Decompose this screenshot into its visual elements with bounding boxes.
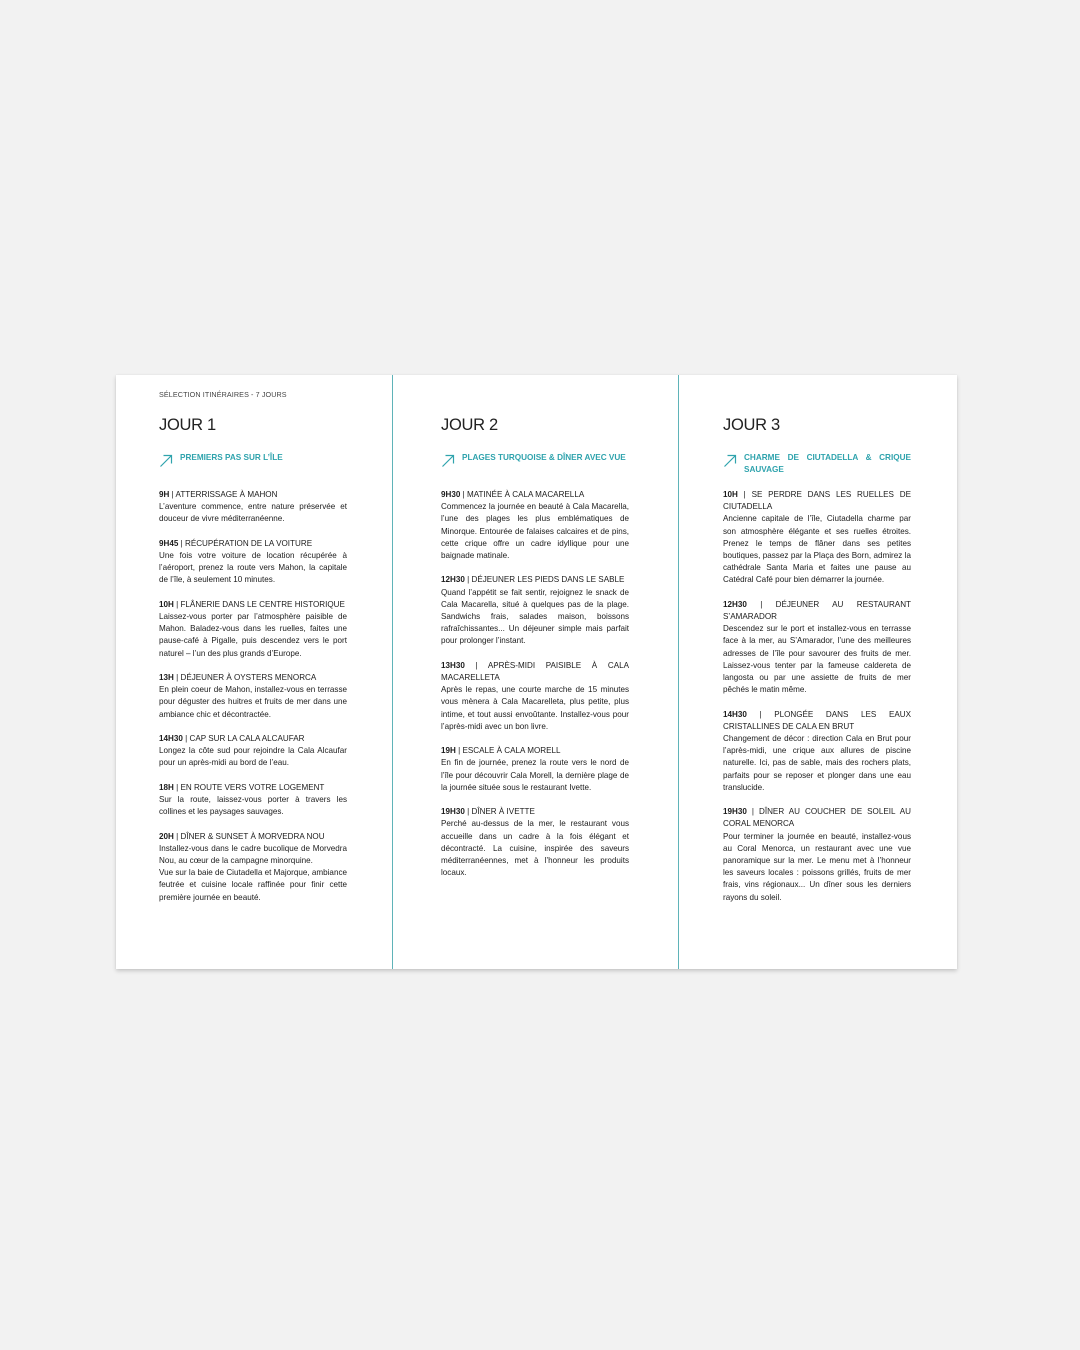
entry-title: ATTERRISSAGE À MAHON bbox=[175, 490, 278, 499]
entry-text: Descendez sur le port et installez-vous en terrasse face à la mer, au S’Amarador, l’une des meilleures adresses de l’île pour savourer des fruits de mer. Laissez-vous tenter par la fameuse caldereta de langosta ou par une assiette de fruits de mer pêchés le matin même. bbox=[723, 624, 911, 695]
entry-title: ESCALE À CALA MORELL bbox=[462, 746, 561, 756]
arrow-up-right-icon bbox=[159, 454, 173, 468]
entry-time: 9H bbox=[159, 490, 170, 499]
entry-time: 12H30 bbox=[441, 575, 465, 585]
entry-title: DÉJEUNER LES PIEDS DANS LE SABLE bbox=[471, 575, 625, 585]
schedule-entry: 9H30 | MATINÉE À CALA MACARELLA Commencez la journée en beauté à Cala Macarella, l’une des plages les plus emblématiques de Minorque. Entourée de falaises calcaires et de pins, cette crique offre un cadre idyllique pour une baignade matinale. bbox=[441, 489, 629, 562]
day-theme bbox=[441, 452, 629, 464]
entry-text: Après le repas, une courte marche de 15 minutes vous mènera à Cala Macarelleta, plus petite, plus intime, et tout aussi envoûtante. Installez-vous pour l’après-midi avec un bon livre. bbox=[441, 685, 629, 731]
entry-text: L’aventure commence, entre nature préservée et douceur de vivre méditerranéenne. bbox=[159, 502, 347, 524]
schedule-entry: 20H | DÎNER & SUNSET À MORVEDRA NOU Installez-vous dans le cadre bucolique de Morvedra Nou, au cœur de la campagne minorquine. Vue sur la baie de Ciutadella et Majorque, ambiance feutrée et cuisine locale raffinée pour finir cette première journée en beauté. bbox=[159, 831, 347, 904]
schedule-entry: 12H30 | DÉJEUNER LES PIEDS DANS LE SABLE Quand l’appétit se fait sentir, rejoignez le snack de Cala Macarella, situé à quelques pas de la plage. Sandwichs frais, salades maison, boissons rafraîchissantes... Un déjeuner simple mais parfait pour prolonger l’instant. bbox=[441, 574, 629, 647]
entry-title: APRÈS-MIDI PAISIBLE À CALA MACARELLETA bbox=[441, 660, 629, 683]
entry-text-continued: Vue sur la baie de Ciutadella et Majorque, ambiance feutrée et cuisine locale raffinée pour finir cette première journée en beauté. bbox=[159, 868, 347, 902]
entry-title: DÎNER & SUNSET À MORVEDRA NOU bbox=[180, 831, 325, 841]
column-divider bbox=[678, 375, 679, 969]
entry-time: 9H45 bbox=[159, 538, 179, 548]
entry-text: Longez la côte sud pour rejoindre la Cala Alcaufar pour un après-midi au bord de l’eau. bbox=[159, 746, 347, 768]
schedule-entry: 14H30 | CAP SUR LA CALA ALCAUFAR Longez la côte sud pour rejoindre la Cala Alcaufar pour un après-midi au bord de l’eau. bbox=[159, 733, 347, 770]
entry-time: 20H bbox=[159, 831, 174, 841]
schedule-entry: 13H30 | APRÈS-MIDI PAISIBLE À CALA MACARELLETA Après le repas, une courte marche de 15 minutes vous mènera à Cala Macarelleta, plus petite, plus intime, et tout aussi envoûtante. Installez-vous pour l’après-midi avec un bon livre. bbox=[441, 660, 629, 733]
day-title: JOUR 3 bbox=[723, 416, 780, 434]
arrow-up-right-icon bbox=[723, 454, 737, 468]
entry-title: RÉCUPÉRATION DE LA VOITURE bbox=[184, 538, 313, 548]
column-divider bbox=[392, 375, 393, 969]
entry-text: En fin de journée, prenez la route vers le nord de l’île pour découvrir Cala Morell, la dernière plage de la journée située sous le restaurant Ivette. bbox=[441, 758, 629, 792]
schedule-entry: 10H | SE PERDRE DANS LES RUELLES DE CIUTADELLA Ancienne capitale de l’île, Ciutadella charme par son atmosphère élégante et ses ruelles étroites. Prenez le temps de flâner dans ses petites boutiques, passez par la Plaça des Born, admirez la cathédrale Santa Maria et faites une pause au Catédral Café pour bien démarrer la journée. bbox=[723, 489, 911, 587]
day-entries bbox=[159, 489, 347, 916]
entry-time: 13H30 bbox=[441, 660, 465, 670]
entry-time: 19H30 bbox=[723, 807, 747, 817]
entry-text: Pour terminer la journée en beauté, installez-vous au Coral Menorca, un restaurant avec une vue panoramique sur la mer. Le menu met à l’honneur les saveurs locales : poissons grillés, fruits de mer frais, vins régionaux... Un dîner sous les derniers rayons du soleil. bbox=[723, 831, 911, 902]
entry-text: Perché au-dessus de la mer, le restaurant vous accueille dans un cadre à la fois élégant et décontracté. La cuisine, inspirée des saveurs méditerranéennes, met à l’honneur les produits locaux. bbox=[441, 819, 629, 878]
schedule-entry: 13H | DÉJEUNER À OYSTERS MENORCA En plein coeur de Mahon, installez-vous en terrasse pour déguster des huitres et fruits de mer dans une ambiance chic et décontractée. bbox=[159, 672, 347, 721]
entry-text: Installez-vous dans le cadre bucolique de Morvedra Nou, au cœur de la campagne minorquine. bbox=[159, 843, 347, 865]
entry-title: EN ROUTE VERS VOTRE LOGEMENT bbox=[180, 782, 325, 792]
entry-time: 19H bbox=[441, 746, 456, 756]
entry-title: DÉJEUNER AU RESTAURANT S’AMARADOR bbox=[723, 599, 911, 622]
entry-text: Quand l’appétit se fait sentir, rejoignez le snack de Cala Macarella, situé à quelques pas de la plage. Sandwichs frais, salades maison, boissons rafraîchissantes... Un déjeuner simple mais parfait pour prolonger l’instant. bbox=[441, 587, 629, 646]
day-theme bbox=[159, 452, 347, 464]
entry-text: En plein coeur de Mahon, installez-vous en terrasse pour déguster des huitres et fruits de mer dans une ambiance chic et décontractée. bbox=[159, 685, 347, 719]
entry-text: Une fois votre voiture de location récupérée à l’aéroport, prenez la route vers Mahon, la capitale de l’île, à seulement 10 minutes. bbox=[159, 551, 347, 585]
entry-time: 13H bbox=[159, 673, 174, 682]
entry-title: SE PERDRE DANS LES RUELLES DE CIUTADELLA bbox=[723, 490, 911, 512]
schedule-entry: 9H45 | RÉCUPÉRATION DE LA VOITURE Une fois votre voiture de location récupérée à l’aéroport, prenez la route vers Mahon, la capitale de l’île, à seulement 10 minutes. bbox=[159, 538, 347, 587]
schedule-entry: 9H | ATTERRISSAGE À MAHON L’aventure commence, entre nature préservée et douceur de vivre méditerranéenne. bbox=[159, 489, 347, 526]
entry-title: DÉJEUNER À OYSTERS MENORCA bbox=[180, 673, 317, 682]
itinerary-sheet bbox=[116, 375, 957, 969]
entry-text: Sur la route, laissez-vous porter à travers les collines et les paysages sauvages. bbox=[159, 795, 347, 817]
schedule-entry: 12H30 | DÉJEUNER AU RESTAURANT S’AMARADOR Descendez sur le port et installez-vous en terrasse face à la mer, au S’Amarador, l’une des meilleures adresses de l’île pour savourer des fruits de mer. Laissez-vous tenter par la fameuse caldereta de langosta ou par une assiette de fruits de mer pêchés le matin même. bbox=[723, 599, 911, 697]
entry-text: Commencez la journée en beauté à Cala Macarella, l’une des plages les plus emblématiques de Minorque. Entourée de falaises calcaires et de pins, cette crique offre un cadre idyllique pour une baignade matinale. bbox=[441, 502, 629, 561]
entry-time: 19H30 bbox=[441, 807, 465, 817]
entry-time: 14H30 bbox=[723, 709, 747, 719]
entry-title: CAP SUR LA CALA ALCAUFAR bbox=[189, 734, 305, 743]
entry-title: PLONGÉE DANS LES EAUX CRISTALLINES DE CALA EN BRUT bbox=[723, 709, 911, 731]
entry-title: MATINÉE À CALA MACARELLA bbox=[466, 490, 585, 499]
schedule-entry: 19H30 | DÎNER À IVETTE Perché au-dessus de la mer, le restaurant vous accueille dans un cadre à la fois élégant et décontracté. La cuisine, inspirée des saveurs méditerranéennes, met à l’honneur les produits locaux. bbox=[441, 806, 629, 879]
entry-time: 10H bbox=[723, 490, 738, 499]
schedule-entry: 14H30 | PLONGÉE DANS LES EAUX CRISTALLINES DE CALA EN BRUT Changement de décor : direction Cala en Brut pour l’après-midi, une crique aux allures de piscine naturelle. Ici, pas de sable, mais des rochers plats, parfaits pour se reposer et plonger dans une eau translucide. bbox=[723, 709, 911, 794]
entry-time: 18H bbox=[159, 782, 174, 792]
entry-title: DÎNER À IVETTE bbox=[471, 807, 535, 817]
entry-title: FLÂNERIE DANS LE CENTRE HISTORIQUE bbox=[180, 599, 345, 609]
entry-time: 12H30 bbox=[723, 599, 747, 609]
arrow-up-right-icon bbox=[441, 454, 455, 468]
schedule-entry: 19H30 | DÎNER AU COUCHER DE SOLEIL AU CORAL MENORCA Pour terminer la journée en beauté, installez-vous au Coral Menorca, un restaurant avec une vue panoramique sur la mer. Le menu met à l’honneur les saveurs locales : poissons grillés, fruits de mer frais, vins régionaux... Un dîner sous les derniers rayons du soleil. bbox=[723, 806, 911, 904]
schedule-entry: 19H | ESCALE À CALA MORELL En fin de journée, prenez la route vers le nord de l’île pour découvrir Cala Morell, la dernière plage de la journée située sous le restaurant Ivette. bbox=[441, 745, 629, 794]
schedule-entry: 10H | FLÂNERIE DANS LE CENTRE HISTORIQUE Laissez-vous porter par l’atmosphère paisible de Mahon. Baladez-vous dans les ruelles, faites une pause-café à Pigalle, puis descendez vers le port naturel – l’un des plus grands d’Europe. bbox=[159, 599, 347, 660]
day-title: JOUR 1 bbox=[159, 416, 216, 434]
header-label: SÉLECTION ITINÉRAIRES - 7 JOURS bbox=[159, 390, 287, 399]
entry-time: 9H30 bbox=[441, 490, 461, 499]
entry-time: 14H30 bbox=[159, 734, 183, 743]
day-theme-text: PLAGES TURQUOISE & DÎNER AVEC VUE bbox=[462, 453, 626, 462]
schedule-entry: 18H | EN ROUTE VERS VOTRE LOGEMENT Sur la route, laissez-vous porter à travers les collines et les paysages sauvages. bbox=[159, 782, 347, 819]
day-title: JOUR 2 bbox=[441, 416, 498, 434]
day-theme-text: CHARME DE CIUTADELLA & CRIQUE SAUVAGE bbox=[744, 453, 911, 474]
entry-text: Changement de décor : direction Cala en Brut pour l’après-midi, une crique aux allures de piscine naturelle. Ici, pas de sable, mais des rochers plats, parfaits pour se reposer et plonger dans une eau translucide. bbox=[723, 734, 911, 792]
entry-text: Laissez-vous porter par l’atmosphère paisible de Mahon. Baladez-vous dans les ruelles, faites une pause-café à Pigalle, puis descendez vers le port naturel – l’un des plus grands d’Europe. bbox=[159, 612, 347, 658]
day-theme-text: PREMIERS PAS SUR L’ÎLE bbox=[180, 453, 283, 462]
entry-time: 10H bbox=[159, 599, 174, 609]
day-entries bbox=[441, 489, 629, 892]
day-entries bbox=[723, 489, 911, 916]
entry-title: DÎNER AU COUCHER DE SOLEIL AU CORAL MENORCA bbox=[723, 807, 911, 829]
entry-text: Ancienne capitale de l’île, Ciutadella charme par son atmosphère élégante et ses ruelles étroites. Prenez le temps de flâner dans ses petites boutiques, passez par la Plaça des Born, admirez la cathédrale Santa Maria et faites une pause au Catédral Café pour bien démarrer la journée. bbox=[723, 514, 911, 585]
day-theme bbox=[723, 452, 911, 476]
